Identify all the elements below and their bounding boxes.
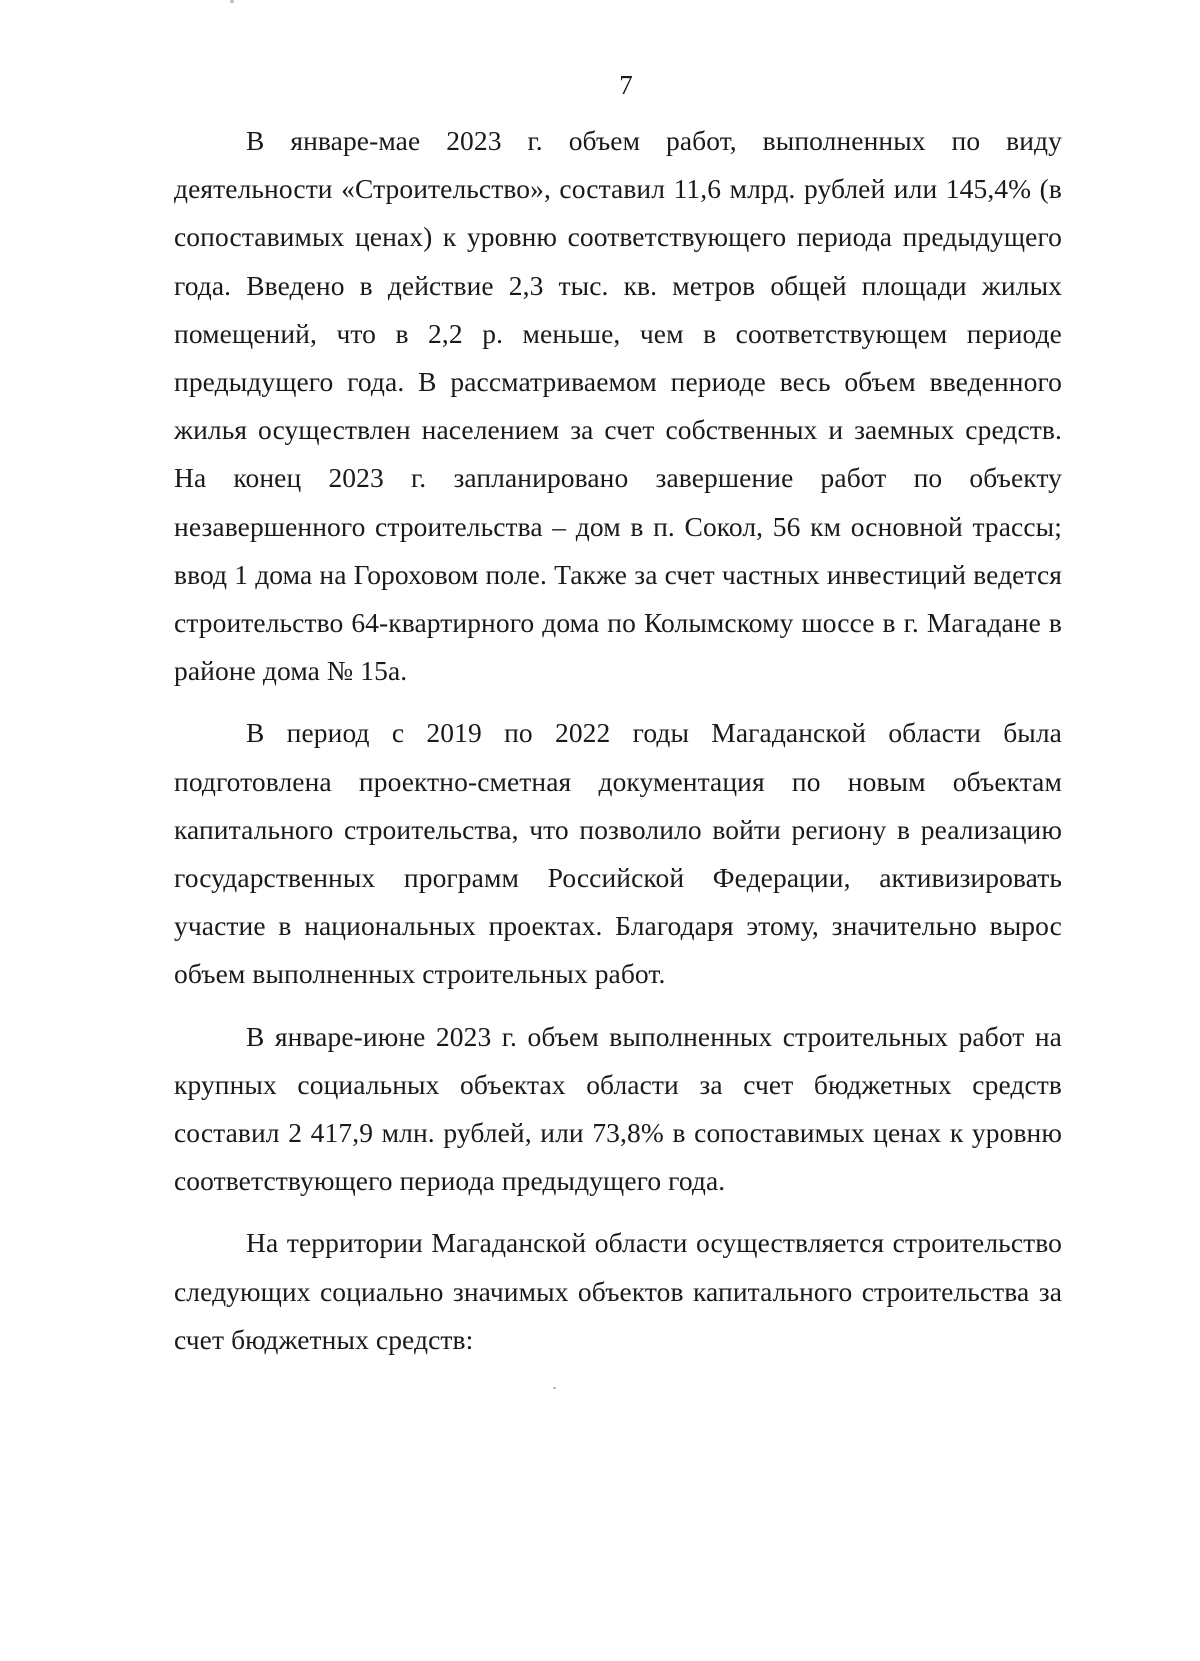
paragraph-design-documentation: В период с 2019 по 2022 годы Магаданской области была подготовлена проектно-сметная документация по новым объектам капитального строительства, что позволило войти региону в реализацию государственных программ Российской Федерации, активизировать участие в национальных проектах. Благодаря этому, значительно вырос объем выполненных строительных работ.: [174, 717, 1062, 990]
page-number: 7: [619, 70, 633, 100]
scan-speck: [553, 1387, 556, 1389]
scan-speck: [230, 0, 234, 3]
body-text: [174, 117, 1062, 1378]
paragraph-social-objects-list-intro: На территории Магаданской области осуществляется строительство следующих социально значимых объектов капитального строительства за счет бюджетных средств:: [174, 1227, 1062, 1355]
paragraph-construction-volume: В январе-мае 2023 г. объем работ, выполненных по виду деятельности «Строительство», составил 11,6 млрд. рублей или 145,4% (в сопоставимых ценах) к уровню соответствующего периода предыдущего года. Введено в действие 2,3 тыс. кв. метров общей площади жилых помещений, что в 2,2 р. меньше, чем в соответствующем периоде предыдущего года. В рассматриваемом периоде весь объем введенного жилья осуществлен населением за счет собственных и заемных средств. На конец 2023 г. запланировано завершение работ по объекту незавершенного строительства – дом в п. Сокол, 56 км основной трассы; ввод 1 дома на Гороховом поле. Также за счет частных инвестиций ведется строительство 64-квартирного дома по Колымскому шоссе в г. Магадане в районе дома № 15а.: [174, 125, 1062, 687]
paragraph-social-objects-volume: В январе-июне 2023 г. объем выполненных строительных работ на крупных социальных объектах области за счет бюджетных средств составил 2 417,9 млн. рублей, или 73,8% в сопоставимых ценах к уровню соответствующего периода предыдущего года.: [174, 1020, 1062, 1197]
